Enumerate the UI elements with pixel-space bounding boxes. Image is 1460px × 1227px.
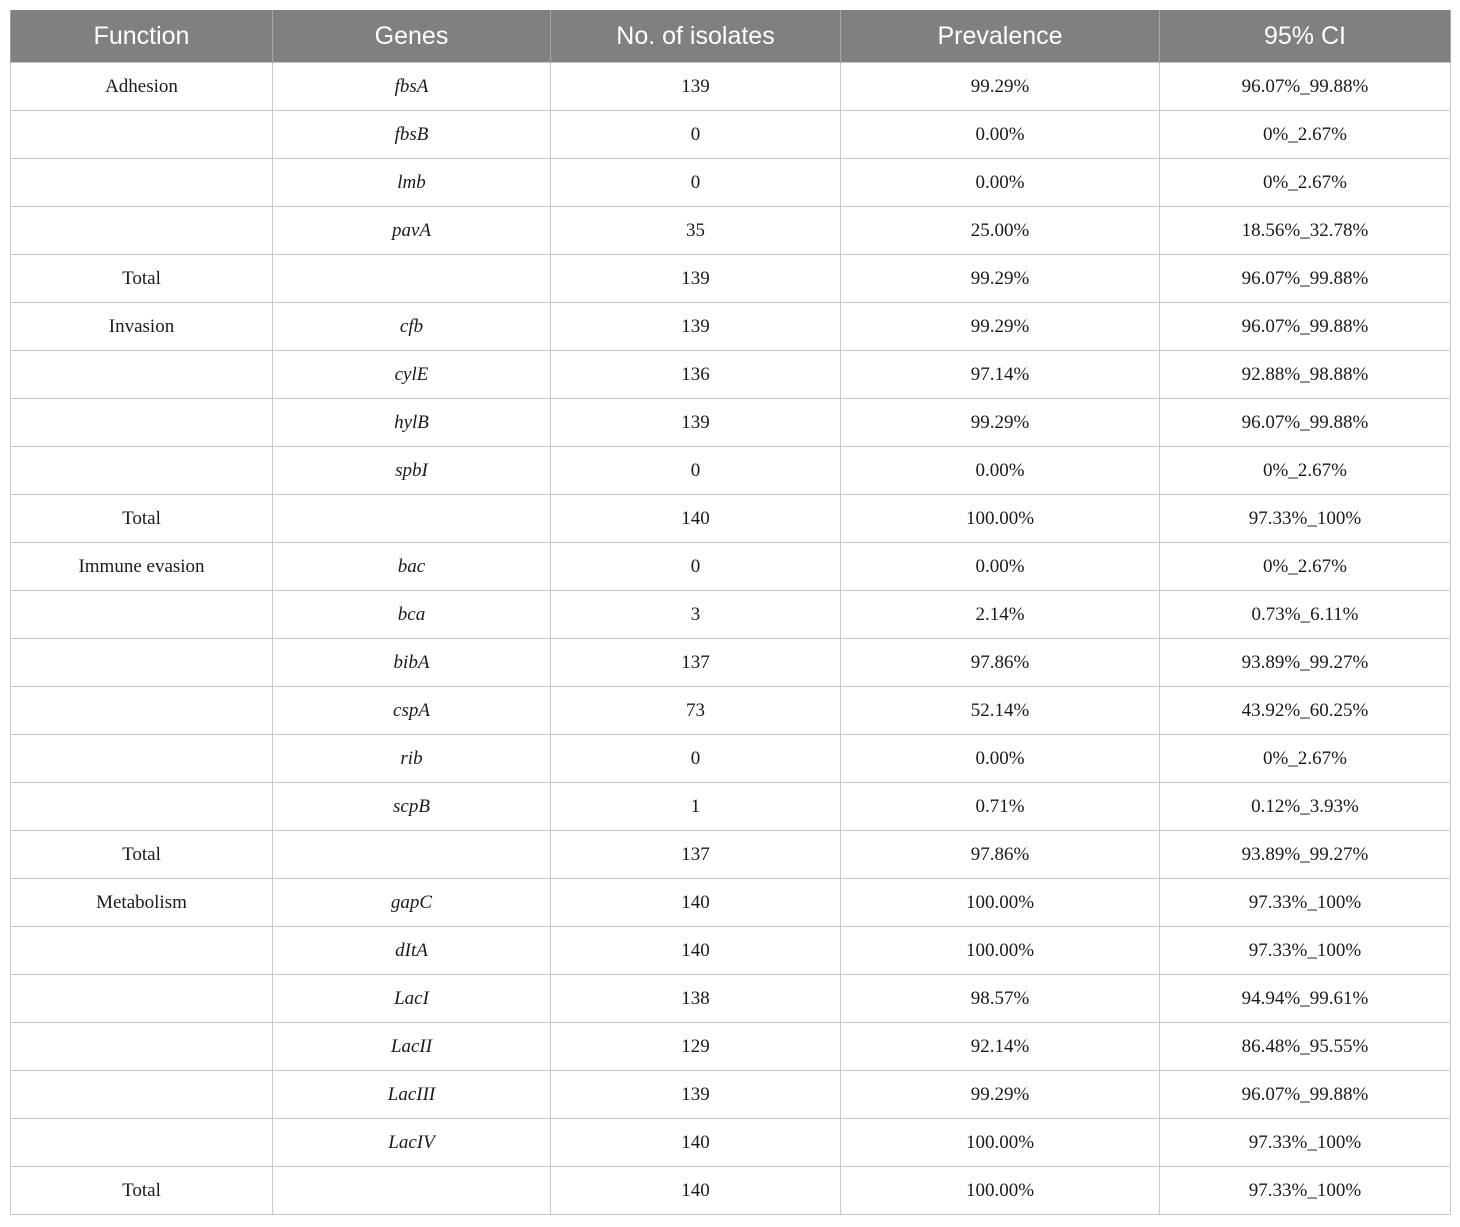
gene-cell: dItA bbox=[273, 927, 551, 975]
prevalence-cell: 99.29% bbox=[841, 1071, 1160, 1119]
isolates-cell: 3 bbox=[551, 591, 841, 639]
function-cell bbox=[11, 591, 273, 639]
function-cell: Immune evasion bbox=[11, 543, 273, 591]
prevalence-cell: 98.57% bbox=[841, 975, 1160, 1023]
ci-cell: 96.07%_99.88% bbox=[1160, 1071, 1451, 1119]
function-cell bbox=[11, 687, 273, 735]
prevalence-cell: 92.14% bbox=[841, 1023, 1160, 1071]
table-row bbox=[11, 111, 1451, 159]
function-cell bbox=[11, 783, 273, 831]
isolates-cell: 140 bbox=[551, 1119, 841, 1167]
ci-cell: 0%_2.67% bbox=[1160, 111, 1451, 159]
table-row bbox=[11, 1119, 1451, 1167]
table-row bbox=[11, 975, 1451, 1023]
virulence-gene-table bbox=[10, 10, 1451, 1215]
ci-cell: 96.07%_99.88% bbox=[1160, 399, 1451, 447]
ci-cell: 97.33%_100% bbox=[1160, 879, 1451, 927]
table-row bbox=[11, 1071, 1451, 1119]
function-cell: Total bbox=[11, 831, 273, 879]
ci-cell: 96.07%_99.88% bbox=[1160, 303, 1451, 351]
table-row bbox=[11, 399, 1451, 447]
prevalence-cell: 0.00% bbox=[841, 447, 1160, 495]
gene-cell: bac bbox=[273, 543, 551, 591]
function-cell bbox=[11, 735, 273, 783]
isolates-cell: 138 bbox=[551, 975, 841, 1023]
function-cell: Total bbox=[11, 1167, 273, 1215]
gene-cell: cfb bbox=[273, 303, 551, 351]
function-cell bbox=[11, 1119, 273, 1167]
function-cell bbox=[11, 927, 273, 975]
function-cell bbox=[11, 639, 273, 687]
gene-cell: hylB bbox=[273, 399, 551, 447]
isolates-cell: 0 bbox=[551, 159, 841, 207]
prevalence-cell: 99.29% bbox=[841, 399, 1160, 447]
gene-cell: gapC bbox=[273, 879, 551, 927]
prevalence-cell: 100.00% bbox=[841, 1167, 1160, 1215]
ci-cell: 97.33%_100% bbox=[1160, 1167, 1451, 1215]
isolates-cell: 139 bbox=[551, 399, 841, 447]
table-row bbox=[11, 927, 1451, 975]
function-cell: Invasion bbox=[11, 303, 273, 351]
gene-cell: LacIII bbox=[273, 1071, 551, 1119]
prevalence-cell: 97.86% bbox=[841, 831, 1160, 879]
ci-cell: 96.07%_99.88% bbox=[1160, 255, 1451, 303]
header-prevalence: Prevalence bbox=[841, 10, 1160, 63]
table-row bbox=[11, 687, 1451, 735]
ci-cell: 97.33%_100% bbox=[1160, 927, 1451, 975]
table-row bbox=[11, 351, 1451, 399]
table-row bbox=[11, 447, 1451, 495]
isolates-cell: 136 bbox=[551, 351, 841, 399]
ci-cell: 0%_2.67% bbox=[1160, 159, 1451, 207]
table-row bbox=[11, 159, 1451, 207]
ci-cell: 0.73%_6.11% bbox=[1160, 591, 1451, 639]
ci-cell: 92.88%_98.88% bbox=[1160, 351, 1451, 399]
prevalence-cell: 0.00% bbox=[841, 111, 1160, 159]
table-row bbox=[11, 879, 1451, 927]
prevalence-cell: 2.14% bbox=[841, 591, 1160, 639]
function-cell: Adhesion bbox=[11, 63, 273, 111]
isolates-cell: 140 bbox=[551, 495, 841, 543]
prevalence-cell: 97.86% bbox=[841, 639, 1160, 687]
function-cell: Total bbox=[11, 495, 273, 543]
function-cell: Metabolism bbox=[11, 879, 273, 927]
gene-cell: cspA bbox=[273, 687, 551, 735]
table-row bbox=[11, 303, 1451, 351]
function-cell bbox=[11, 975, 273, 1023]
gene-cell: rib bbox=[273, 735, 551, 783]
prevalence-cell: 0.71% bbox=[841, 783, 1160, 831]
table-row bbox=[11, 1167, 1451, 1215]
function-cell bbox=[11, 399, 273, 447]
ci-cell: 96.07%_99.88% bbox=[1160, 63, 1451, 111]
gene-cell bbox=[273, 1167, 551, 1215]
table-row bbox=[11, 207, 1451, 255]
isolates-cell: 140 bbox=[551, 879, 841, 927]
function-cell bbox=[11, 1071, 273, 1119]
isolates-cell: 139 bbox=[551, 303, 841, 351]
header-no-of-isolates: No. of isolates bbox=[551, 10, 841, 63]
prevalence-cell: 99.29% bbox=[841, 303, 1160, 351]
gene-cell: spbI bbox=[273, 447, 551, 495]
gene-cell: bibA bbox=[273, 639, 551, 687]
prevalence-cell: 99.29% bbox=[841, 63, 1160, 111]
header-95-ci: 95% CI bbox=[1160, 10, 1451, 63]
prevalence-cell: 99.29% bbox=[841, 255, 1160, 303]
header-genes: Genes bbox=[273, 10, 551, 63]
isolates-cell: 129 bbox=[551, 1023, 841, 1071]
prevalence-cell: 0.00% bbox=[841, 543, 1160, 591]
ci-cell: 43.92%_60.25% bbox=[1160, 687, 1451, 735]
isolates-cell: 73 bbox=[551, 687, 841, 735]
isolates-cell: 140 bbox=[551, 1167, 841, 1215]
prevalence-cell: 97.14% bbox=[841, 351, 1160, 399]
isolates-cell: 137 bbox=[551, 639, 841, 687]
prevalence-cell: 52.14% bbox=[841, 687, 1160, 735]
table-row bbox=[11, 735, 1451, 783]
table-row bbox=[11, 255, 1451, 303]
function-cell bbox=[11, 351, 273, 399]
prevalence-cell: 25.00% bbox=[841, 207, 1160, 255]
table-row bbox=[11, 543, 1451, 591]
prevalence-cell: 100.00% bbox=[841, 1119, 1160, 1167]
gene-cell: cylE bbox=[273, 351, 551, 399]
gene-cell bbox=[273, 495, 551, 543]
isolates-cell: 140 bbox=[551, 927, 841, 975]
prevalence-cell: 100.00% bbox=[841, 879, 1160, 927]
gene-cell: fbsA bbox=[273, 63, 551, 111]
ci-cell: 0%_2.67% bbox=[1160, 447, 1451, 495]
isolates-cell: 0 bbox=[551, 543, 841, 591]
gene-cell: bca bbox=[273, 591, 551, 639]
ci-cell: 97.33%_100% bbox=[1160, 495, 1451, 543]
prevalence-cell: 100.00% bbox=[841, 495, 1160, 543]
isolates-cell: 139 bbox=[551, 255, 841, 303]
table-row bbox=[11, 1023, 1451, 1071]
ci-cell: 93.89%_99.27% bbox=[1160, 831, 1451, 879]
ci-cell: 86.48%_95.55% bbox=[1160, 1023, 1451, 1071]
table-row bbox=[11, 639, 1451, 687]
ci-cell: 0.12%_3.93% bbox=[1160, 783, 1451, 831]
gene-cell: scpB bbox=[273, 783, 551, 831]
function-cell bbox=[11, 447, 273, 495]
table-header bbox=[11, 10, 1451, 63]
gene-cell: fbsB bbox=[273, 111, 551, 159]
isolates-cell: 1 bbox=[551, 783, 841, 831]
prevalence-cell: 0.00% bbox=[841, 159, 1160, 207]
ci-cell: 97.33%_100% bbox=[1160, 1119, 1451, 1167]
gene-cell: pavA bbox=[273, 207, 551, 255]
function-cell bbox=[11, 207, 273, 255]
function-cell bbox=[11, 111, 273, 159]
ci-cell: 94.94%_99.61% bbox=[1160, 975, 1451, 1023]
gene-cell: LacII bbox=[273, 1023, 551, 1071]
isolates-cell: 35 bbox=[551, 207, 841, 255]
isolates-cell: 0 bbox=[551, 111, 841, 159]
gene-cell bbox=[273, 255, 551, 303]
function-cell: Total bbox=[11, 255, 273, 303]
function-cell bbox=[11, 1023, 273, 1071]
ci-cell: 93.89%_99.27% bbox=[1160, 639, 1451, 687]
isolates-cell: 0 bbox=[551, 447, 841, 495]
isolates-cell: 139 bbox=[551, 1071, 841, 1119]
table-row bbox=[11, 495, 1451, 543]
gene-cell: LacI bbox=[273, 975, 551, 1023]
header-row bbox=[11, 10, 1451, 63]
isolates-cell: 0 bbox=[551, 735, 841, 783]
virulence-gene-table-container bbox=[10, 10, 1450, 1215]
ci-cell: 0%_2.67% bbox=[1160, 543, 1451, 591]
table-body bbox=[11, 63, 1451, 1215]
function-cell bbox=[11, 159, 273, 207]
ci-cell: 0%_2.67% bbox=[1160, 735, 1451, 783]
prevalence-cell: 100.00% bbox=[841, 927, 1160, 975]
table-row bbox=[11, 591, 1451, 639]
gene-cell: LacIV bbox=[273, 1119, 551, 1167]
gene-cell bbox=[273, 831, 551, 879]
table-row bbox=[11, 831, 1451, 879]
table-row bbox=[11, 63, 1451, 111]
gene-cell: lmb bbox=[273, 159, 551, 207]
isolates-cell: 137 bbox=[551, 831, 841, 879]
table-row bbox=[11, 783, 1451, 831]
isolates-cell: 139 bbox=[551, 63, 841, 111]
prevalence-cell: 0.00% bbox=[841, 735, 1160, 783]
ci-cell: 18.56%_32.78% bbox=[1160, 207, 1451, 255]
header-function: Function bbox=[11, 10, 273, 63]
